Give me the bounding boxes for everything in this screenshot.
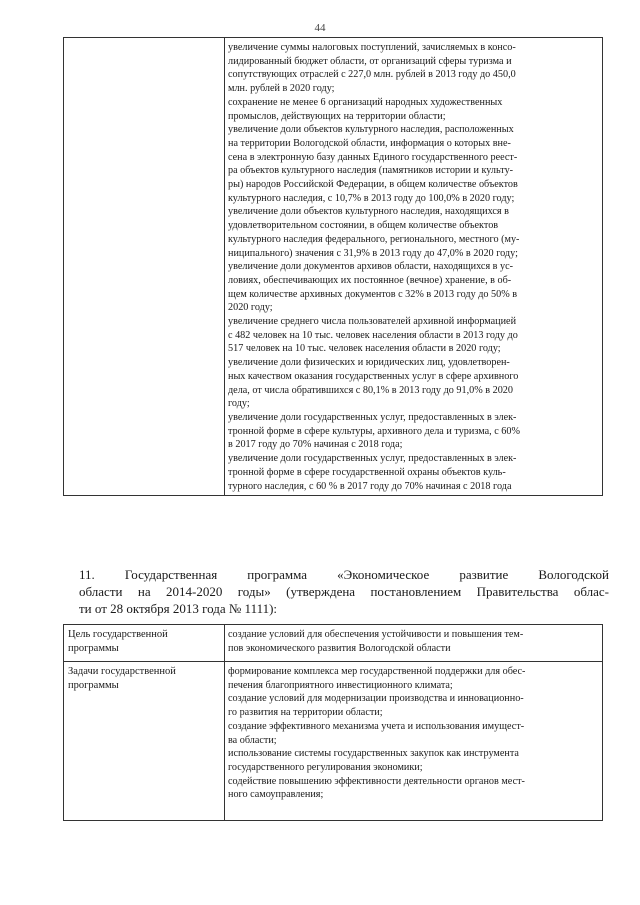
- text-line: создание эффективного механизма учета и использования имущест-: [228, 720, 525, 732]
- text-line: увеличение доли физических и юридических лиц, удовлетворен-: [228, 357, 510, 369]
- text-line: сена в электронную базу данных Единого государственного реест-: [228, 151, 518, 163]
- text-line: ниципального) значения с 31,9% в 2013 году до 47,0% в 2020 году;: [228, 247, 518, 259]
- indicators-cell: [225, 38, 603, 496]
- text-line: на территории Вологодской области, информация о которых вне-: [228, 137, 511, 149]
- tasks-row: [64, 662, 603, 821]
- text-line: печения благоприятного инвестиционного климата;: [228, 679, 453, 691]
- tasks-label: Задачи государственной программы: [68, 666, 176, 691]
- text-line: турного наследия, с 60 % в 2017 году до 70% начиная с 2018 года: [228, 480, 512, 492]
- heading-line-3: ти от 28 октября 2013 года № 1111):: [79, 601, 278, 616]
- text-line: лидированный бюджет области, от организаций сферы туризма и: [228, 55, 512, 67]
- goal-text: [225, 625, 602, 657]
- text-line: увеличение суммы налоговых поступлений, зачисляемых в консо-: [228, 42, 516, 53]
- text-line: увеличение доли документов архивов области, находящихся в ус-: [228, 261, 514, 273]
- text-line: ных качеством оказания государственных услуг в сфере архивного: [228, 370, 519, 382]
- text-line: формирование комплекса мер государственной поддержки для обес-: [228, 666, 526, 677]
- text-line: дела, от числа обратившихся с 80,1% в 2013 году до 91,0% в 2020: [228, 384, 513, 396]
- indicators-text: [225, 38, 602, 495]
- text-line: году;: [228, 398, 250, 410]
- text-line: тронной форме в сфере культуры, архивного дела и туризма, с 60%: [228, 425, 520, 437]
- text-line: государственного регулирования экономики;: [228, 761, 423, 773]
- text-line: использование системы государственных закупок как инструмента: [228, 748, 519, 760]
- text-line: культурного наследия, с 10,7% в 2013 году до 100,0% в 2020 году;: [228, 192, 515, 204]
- text-line: пов экономического развития Вологодской области: [228, 642, 451, 654]
- indicators-table: [63, 37, 603, 496]
- goal-label-cell: [64, 625, 225, 662]
- text-line: 517 человек на 10 тыс. человек населения области в 2020 году;: [228, 343, 501, 355]
- goal-label: Цель государственной программы: [68, 629, 168, 654]
- tasks-text: [225, 662, 602, 804]
- tasks-value-cell: [225, 662, 603, 821]
- text-line: сопутствующих отраслей с 227,0 млн. рублей в 2013 году до 450,0: [228, 69, 516, 81]
- goal-row: [64, 625, 603, 662]
- empty-left-cell: [64, 38, 225, 496]
- text-line: создание условий для модернизации производства и инновационно-: [228, 693, 524, 705]
- text-line: го развития на территории области;: [228, 707, 383, 719]
- text-line: промыслов, действующих на территории области;: [228, 110, 446, 122]
- text-line: увеличение среднего числа пользователей архивной информацией: [228, 316, 517, 328]
- program-table: [63, 624, 603, 821]
- text-line: в 2017 году до 70% начиная с 2018 года;: [228, 439, 403, 451]
- text-line: удовлетворительном состоянии, в общем количестве объектов: [228, 220, 499, 232]
- text-line: ры) народов Российской Федерации, в общем количестве объектов: [228, 179, 518, 191]
- goal-value-cell: [225, 625, 603, 662]
- tasks-label-cell: [64, 662, 225, 821]
- text-line: увеличение доли объектов культурного наследия, расположенных: [228, 124, 514, 136]
- heading-line-1: 11. Государственная программа «Экономическое развитие Вологодской: [79, 567, 609, 582]
- text-line: сохранение не менее 6 организаций народных художественных: [228, 96, 503, 108]
- text-line: ра объектов культурного наследия (памятников истории и культу-: [228, 165, 514, 177]
- text-line: 2020 году;: [228, 302, 273, 314]
- text-line: щем количестве архивных документов с 32% в 2013 году до 50% в: [228, 288, 518, 300]
- text-line: увеличение доли объектов культурного наследия, находящихся в: [228, 206, 509, 218]
- text-line: тронной форме в сфере государственной охраны объектов куль-: [228, 466, 506, 478]
- text-line: содействие повышению эффективности деятельности органов мест-: [228, 775, 525, 787]
- text-line: увеличение доли государственных услуг, предоставленных в элек-: [228, 411, 517, 423]
- text-line: создание условий для обеспечения устойчивости и повышения тем-: [228, 629, 524, 640]
- text-line: ного самоуправления;: [228, 789, 324, 801]
- text-line: млн. рублей в 2020 году;: [228, 83, 335, 95]
- page-number: 44: [314, 22, 326, 34]
- text-line: культурного наследия федерального, регионального, местного (му-: [228, 233, 520, 245]
- text-line: ва области;: [228, 734, 277, 746]
- text-line: увеличение доли государственных услуг, предоставленных в элек-: [228, 453, 517, 465]
- text-line: с 482 человек на 10 тыс. человек населения области в 2013 году до: [228, 329, 518, 341]
- heading-line-2: области на 2014-2020 годы» (утверждена постановлением Правительства облас-: [79, 584, 609, 599]
- text-line: ловиях, обеспечивающих их постоянное (вечное) хранение, в об-: [228, 274, 512, 286]
- section-heading: [79, 566, 609, 617]
